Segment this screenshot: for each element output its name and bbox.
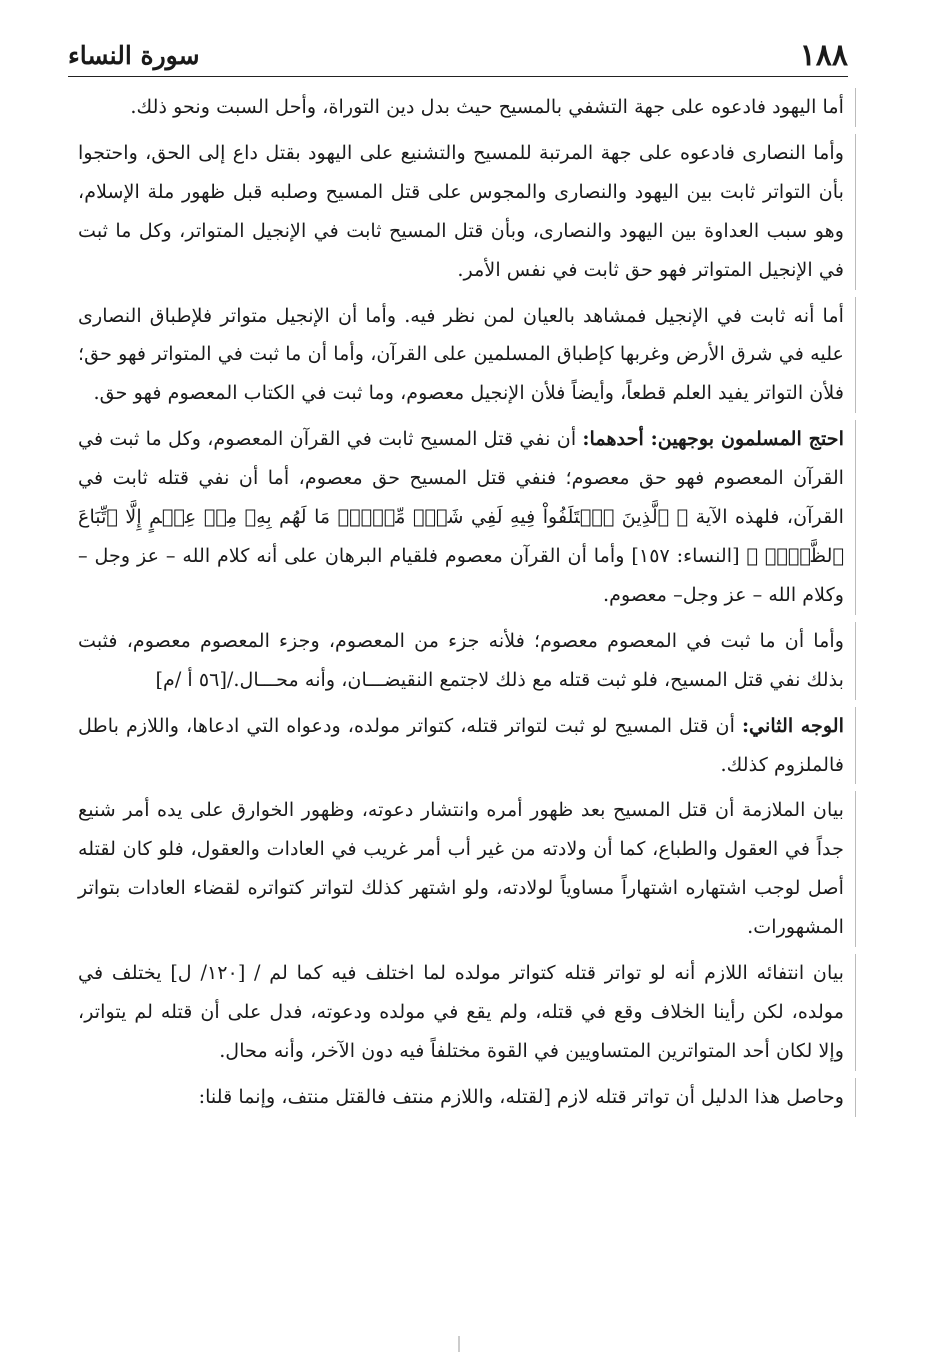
paragraph-4 bbox=[78, 420, 850, 615]
paragraph-7 bbox=[78, 791, 850, 947]
paragraph-text: وأما النصارى فادعوه على جهة المرتبة للمسيح والتشنيع على اليهود بقتل داع إلى الحق، واحتجوا بأن التواتر ثابت بين اليهود والنصارى والمجوس على قتل المسيح وصلبه قبل ظهور ملة الإسلام، وهو سبب العداوة بين اليهود والنصارى، وبأن قتل المسيح ثابت في الإنجيل المتواتر، وكل ما ثبت في الإنجيل المتواتر فهو حق ثابت في نفس الأمر. bbox=[78, 140, 844, 281]
paragraph-5 bbox=[78, 622, 850, 700]
paragraph-text: وحاصل هذا الدليل أن تواتر قتله لازم [لقتله، واللازم منتف فالقتل منتف، وإنما قلنا: bbox=[198, 1084, 844, 1108]
paragraph-text: وأما أن القرآن معصوم فلقيام البرهان على أنه كلام الله – عز وجل – وكلام الله – عز وجل– معصوم. bbox=[78, 543, 844, 606]
page-number: ١٨٨ bbox=[799, 38, 848, 73]
paragraph-text: بيان انتفائه اللازم أنه لو تواتر قتله كتواتر مولده لما اختلف فيه كما لم / [١٢٠/ ل] يختلف في مولده، لكن رأينا الخلاف وقع في قتله، ولم يقع في مولده ودعوته، فدل على أن قتله لم يتواتر، وإلا لكان أحد المتواترين المتساويين في القوة مختلفاً فيه دون الآخر، وأنه محال. bbox=[78, 961, 844, 1062]
quran-verse: ﴿ ٱلَّذِينَ ٱخۡتَلَفُواْ فِيهِ لَفِي شَكّٖ مِّنۡهُۚ مَا لَهُم بِهِۦ مِنۡ عِلۡمٍ إِلَّا ٱتِّبَاعَ ٱلظَّنِّۚ ﴾ bbox=[78, 505, 844, 567]
paragraph-3 bbox=[78, 297, 850, 414]
paragraph-lead: احتج المسلمون بوجهين: أحدهما: bbox=[582, 427, 844, 451]
surah-title: سورة النساء bbox=[68, 41, 200, 70]
paragraph-text: أما أنه ثابت في الإنجيل فمشاهد بالعيان لمن نظر فيه. وأما أن الإنجيل متواتر فلإطباق النصارى عليه في شرق الأرض وغربها كإطباق المسلمين على القرآن، وأما أن ما ثبت في المتواتر فهو حق؛ فلأن التواتر يفيد العلم قطعاً، وأيضاً فلأن الإنجيل معصوم، وما ثبت في الكتاب المعصوم فهو حق. bbox=[78, 303, 844, 405]
paragraph-8 bbox=[78, 954, 850, 1071]
paragraph-text: أن نفي قتل المسيح ثابت في القرآن المعصوم، وكل ما ثبت في القرآن المعصوم فهو حق معصوم؛ فنفي قتل المسيح حق معصوم، أما أن نفي قتله ثابت في القرآن، فلهذه الآية bbox=[78, 427, 845, 529]
paragraph-text: بيان الملازمة أن قتل المسيح بعد ظهور أمره وانتشار دعوته، وظهور الخوارق على يده أمر شنيع جداً في العقول والطباع، كما أن ولادته من غير أب أمر غريب في العادات والعقول، فلو كان لقتله أصل لوجب اشتهاره اشتهاراً مساوياً لولادته، ولو اشتهر كذلك لتواتر كتواتره لقضاء العادات بتواتر المشهورات. bbox=[78, 798, 844, 939]
paragraph-lead: الوجه الثاني: bbox=[741, 713, 844, 737]
page-header bbox=[68, 30, 848, 77]
paragraph-text: وأما أن ما ثبت في المعصوم معصوم؛ فلأنه جزء من المعصوم، وجزء المعصوم معصوم، فثبت بذلك نفي قتل المسيح، فلو ثبت قتله مع ذلك لاجتمع النقيضـــان، وأنه محـــال./[٥٦ أ /م] bbox=[78, 628, 844, 691]
paragraph-6 bbox=[78, 707, 850, 785]
paragraph-2 bbox=[78, 134, 850, 290]
scan-mark bbox=[458, 1336, 460, 1352]
verse-reference: [النساء: ١٥٧] bbox=[624, 543, 747, 567]
paragraph-9 bbox=[78, 1078, 850, 1117]
body-text bbox=[78, 88, 850, 1124]
paragraph-1 bbox=[78, 88, 850, 127]
paragraph-text: أن قتل المسيح لو ثبت لتواتر قتله، كتواتر مولده، ودعواه التي ادعاها، واللازم باطل فالملزوم كذلك. bbox=[78, 713, 844, 776]
paragraph-text: أما اليهود فادعوه على جهة التشفي بالمسيح حيث بدل دين التوراة، وأحل السبت ونحو ذلك. bbox=[130, 95, 844, 118]
